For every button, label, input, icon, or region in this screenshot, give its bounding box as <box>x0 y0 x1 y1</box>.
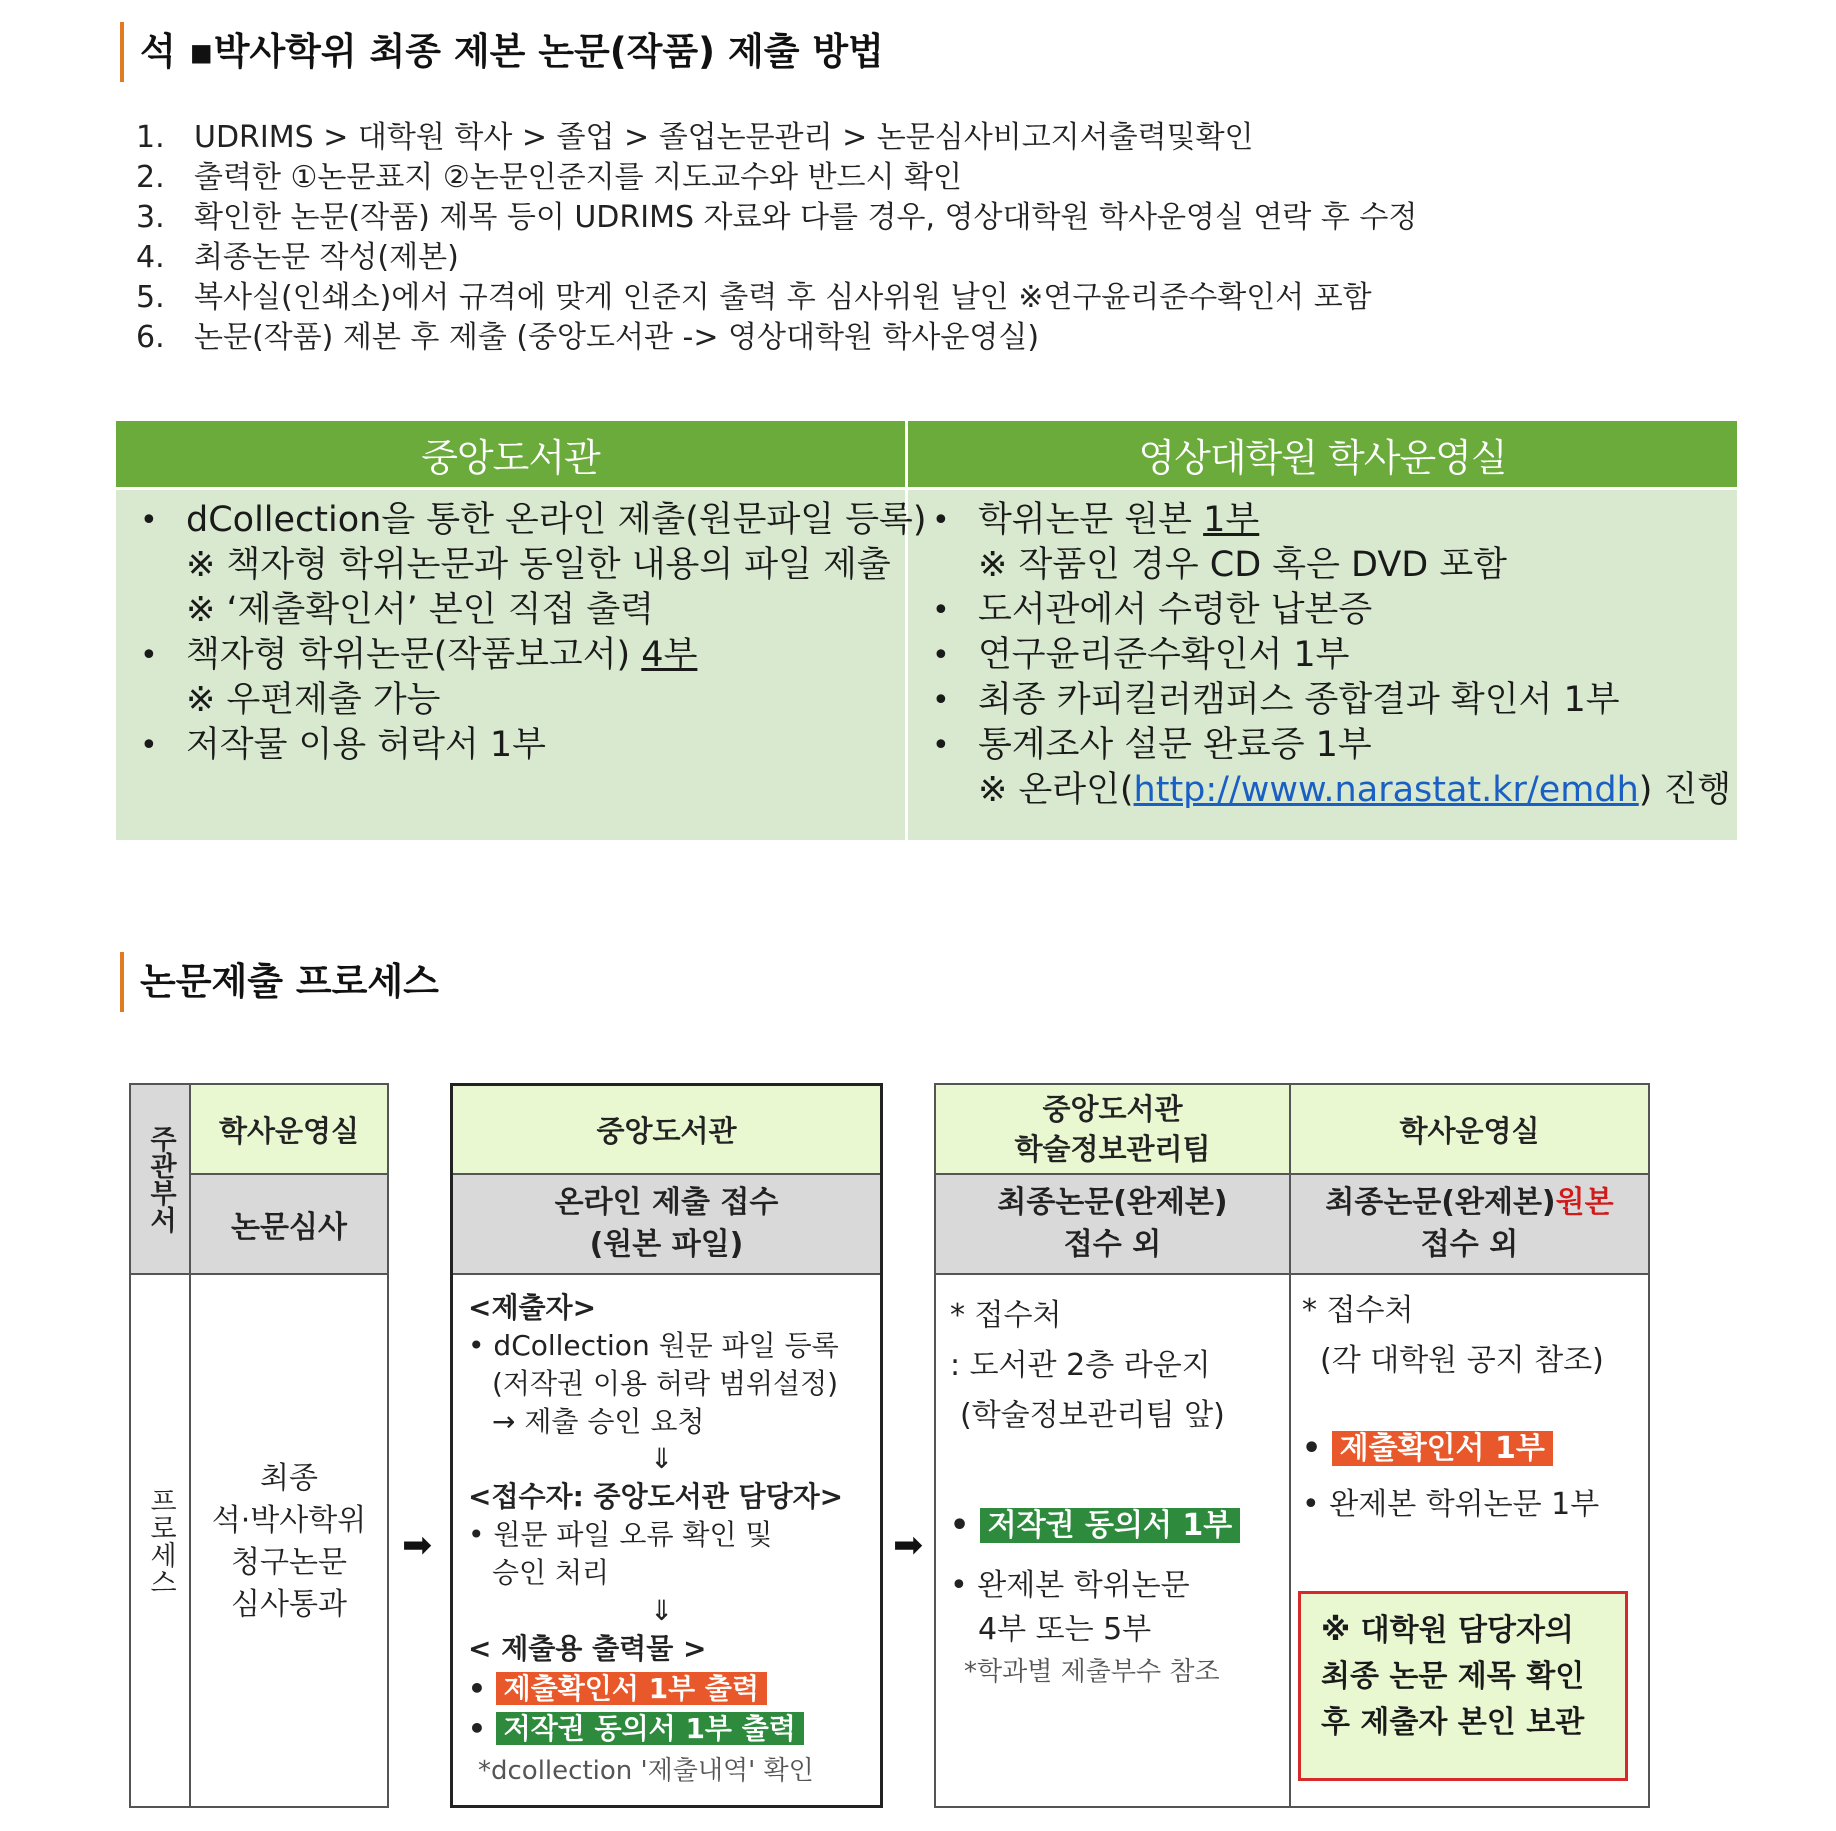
dept-office-2: 학사운영실 <box>1291 1085 1648 1173</box>
heading-submitter: <제출자> <box>468 1291 597 1324</box>
step-text-red: 원본 <box>1555 1185 1614 1220</box>
body-line: 최종 <box>260 1461 318 1496</box>
highlight-copyright-print: 저작권 동의서 1부 출력 <box>496 1712 804 1745</box>
step-line: (원본 파일) <box>589 1227 744 1262</box>
step-online-submit <box>453 1175 880 1273</box>
step-final-office <box>1291 1175 1648 1273</box>
text-line: * 접수처 <box>950 1298 1062 1333</box>
table-header-office: 영상대학원 학사운영실 <box>907 420 1739 489</box>
list-item <box>136 198 1417 238</box>
item-text: 학위논문 원본 <box>978 500 1204 540</box>
step-review: 논문심사 <box>191 1175 387 1273</box>
step-number: 6. <box>136 320 165 355</box>
notice-line: ※ 대학원 담당자의 <box>1321 1613 1574 1648</box>
list-item <box>134 633 905 678</box>
note-text: *dcollection '제출내역' 확인 <box>478 1756 814 1786</box>
step-line <box>1325 1182 1613 1224</box>
list-item <box>926 498 1737 543</box>
table-header-library: 중앙도서관 <box>115 420 907 489</box>
heading-printout: < 제출용 출력물 > <box>468 1632 707 1665</box>
arrow-down-icon: ⇓ <box>650 1442 674 1475</box>
bullet: • <box>468 1672 486 1705</box>
list-item: • 원문 파일 오류 확인 및 <box>468 1518 773 1551</box>
list-item: • dCollection 원문 파일 등록 <box>468 1329 839 1362</box>
body-line: 청구논문 <box>231 1545 347 1580</box>
list-item <box>136 318 1417 358</box>
step-final-library <box>936 1175 1289 1273</box>
section-title: 논문제출 프로세스 <box>120 952 439 1012</box>
step-text: UDRIMS > 대학원 학사 > 졸업 > 졸업논문관리 > 논문심사비고지서출력및확인 <box>194 120 1254 155</box>
list-item <box>950 1507 1240 1545</box>
list-item: • dCollection을 통한 온라인 제출(원문파일 등록) <box>134 498 905 543</box>
list-item <box>1302 1430 1553 1468</box>
bullet: • <box>468 1712 486 1745</box>
list-item: 승인 처리 <box>492 1556 610 1589</box>
body-line: 석·박사학위 <box>211 1503 367 1538</box>
arrow-down-icon: ⇓ <box>650 1594 674 1627</box>
step-text: 확인한 논문(작품) 제목 등이 UDRIMS 자료와 다를 경우, 영상대학원 학사운영실 연락 후 수정 <box>194 200 1418 235</box>
list-item: → 제출 승인 요청 <box>492 1405 705 1438</box>
step-number: 2. <box>136 160 165 195</box>
process-label: 프로세스 <box>145 1486 176 1595</box>
step-review-body <box>191 1458 387 1626</box>
dept-line: 학술정보관리팀 <box>1014 1132 1211 1166</box>
step-number: 5. <box>136 280 165 315</box>
notice-box <box>1298 1591 1628 1781</box>
list-item: • 저작물 이용 허락서 1부 <box>134 723 905 768</box>
step-text: 복사실(인쇄소)에서 규격에 맞게 인준지 출력 후 심사위원 날인 ※연구윤리준수확인서 포함 <box>194 280 1372 315</box>
body-line: 심사통과 <box>231 1587 347 1622</box>
note-item: ※ ‘제출확인서’ 본인 직접 출력 <box>186 590 654 630</box>
library-cell <box>115 489 927 842</box>
dept-line: 중앙도서관 <box>1042 1092 1183 1126</box>
step-number: 3. <box>136 200 165 235</box>
list-item <box>468 1670 767 1708</box>
item-text: 책자형 학위논문(작품보고서) <box>186 635 642 675</box>
step-text: 출력한 ①논문표지 ②논문인준지를 지도교수와 반드시 확인 <box>194 160 963 195</box>
item-count: 1부 <box>1203 500 1260 540</box>
heading-receiver: <접수자: 중앙도서관 담당자> <box>468 1480 844 1513</box>
note-text: *학과별 제출부수 참조 <box>964 1657 1220 1687</box>
highlight-confirm-print: 제출확인서 1부 출력 <box>496 1672 767 1705</box>
bullet: • <box>950 1508 970 1543</box>
steps-list <box>136 118 1417 358</box>
list-item: • 도서관에서 수령한 납본증 <box>926 588 1737 633</box>
list-item: • 완제본 학위논문 <box>950 1568 1190 1603</box>
step-line: 접수 외 <box>1063 1227 1162 1262</box>
step-text: 최종논문 작성(제본) <box>194 240 459 275</box>
list-item: • 연구윤리준수확인서 1부 <box>926 633 1737 678</box>
dept-label: 주관부서 <box>131 1085 189 1273</box>
note-text: ) 진행 <box>1638 770 1732 810</box>
list-item <box>136 278 1417 318</box>
list-item <box>136 118 1417 158</box>
list-item <box>136 158 1417 198</box>
bullet: • <box>1302 1431 1322 1466</box>
arrow-right-icon: ➡ <box>893 1525 924 1566</box>
list-item: • 최종 카피킬러캠퍼스 종합결과 확인서 1부 <box>926 678 1737 723</box>
dept-office-1: 학사운영실 <box>191 1085 387 1173</box>
note-item: ※ 우편제출 가능 <box>186 680 441 720</box>
step-line: 최종논문(완제본) <box>997 1185 1228 1220</box>
text-line: : 도서관 2층 라운지 <box>950 1348 1211 1383</box>
text-line: * 접수처 <box>1302 1293 1414 1328</box>
note-item: ※ 책자형 학위논문과 동일한 내용의 파일 제출 <box>186 545 891 585</box>
text-line: (각 대학원 공지 참조) <box>1320 1343 1604 1378</box>
item-count: 4부 <box>641 635 698 675</box>
highlight-confirm: 제출확인서 1부 <box>1332 1431 1553 1466</box>
step-number: 1. <box>136 120 165 155</box>
notice-line: 최종 논문 제목 확인 <box>1321 1659 1585 1694</box>
step-line: 접수 외 <box>1420 1227 1519 1262</box>
notice-line: 후 제출자 본인 보관 <box>1321 1705 1585 1740</box>
note-text: ※ 온라인( <box>978 770 1134 810</box>
submission-table <box>113 418 1740 843</box>
list-item: • 통계조사 설문 완료증 1부 <box>926 723 1737 768</box>
text-line: (학술정보관리팀 앞) <box>960 1398 1225 1433</box>
highlight-copyright: 저작권 동의서 1부 <box>980 1508 1241 1543</box>
step-text: 최종논문(완제본) <box>1325 1185 1556 1220</box>
narastat-link[interactable]: http://www.narastat.kr/emdh <box>1133 770 1639 810</box>
arrow-right-icon: ➡ <box>402 1525 433 1566</box>
list-item: (저작권 이용 허락 범위설정) <box>492 1367 839 1400</box>
list-item <box>468 1710 804 1748</box>
page-title: 석 ▪박사학위 최종 제본 논문(작품) 제출 방법 <box>120 22 884 82</box>
step-number: 4. <box>136 240 165 275</box>
text-line: 4부 또는 5부 <box>978 1612 1152 1647</box>
step-text: 논문(작품) 제본 후 제출 (중앙도서관 -> 영상대학원 학사운영실) <box>194 320 1040 355</box>
list-item: • 완제본 학위논문 1부 <box>1302 1487 1600 1522</box>
list-item <box>136 238 1417 278</box>
note-item: ※ 작품인 경우 CD 혹은 DVD 포함 <box>978 545 1507 585</box>
note-item <box>926 768 1737 813</box>
step-line: 온라인 제출 접수 <box>554 1185 779 1220</box>
dept-library: 중앙도서관 <box>453 1086 880 1173</box>
dept-library-team <box>936 1085 1289 1173</box>
office-cell <box>907 489 1739 842</box>
